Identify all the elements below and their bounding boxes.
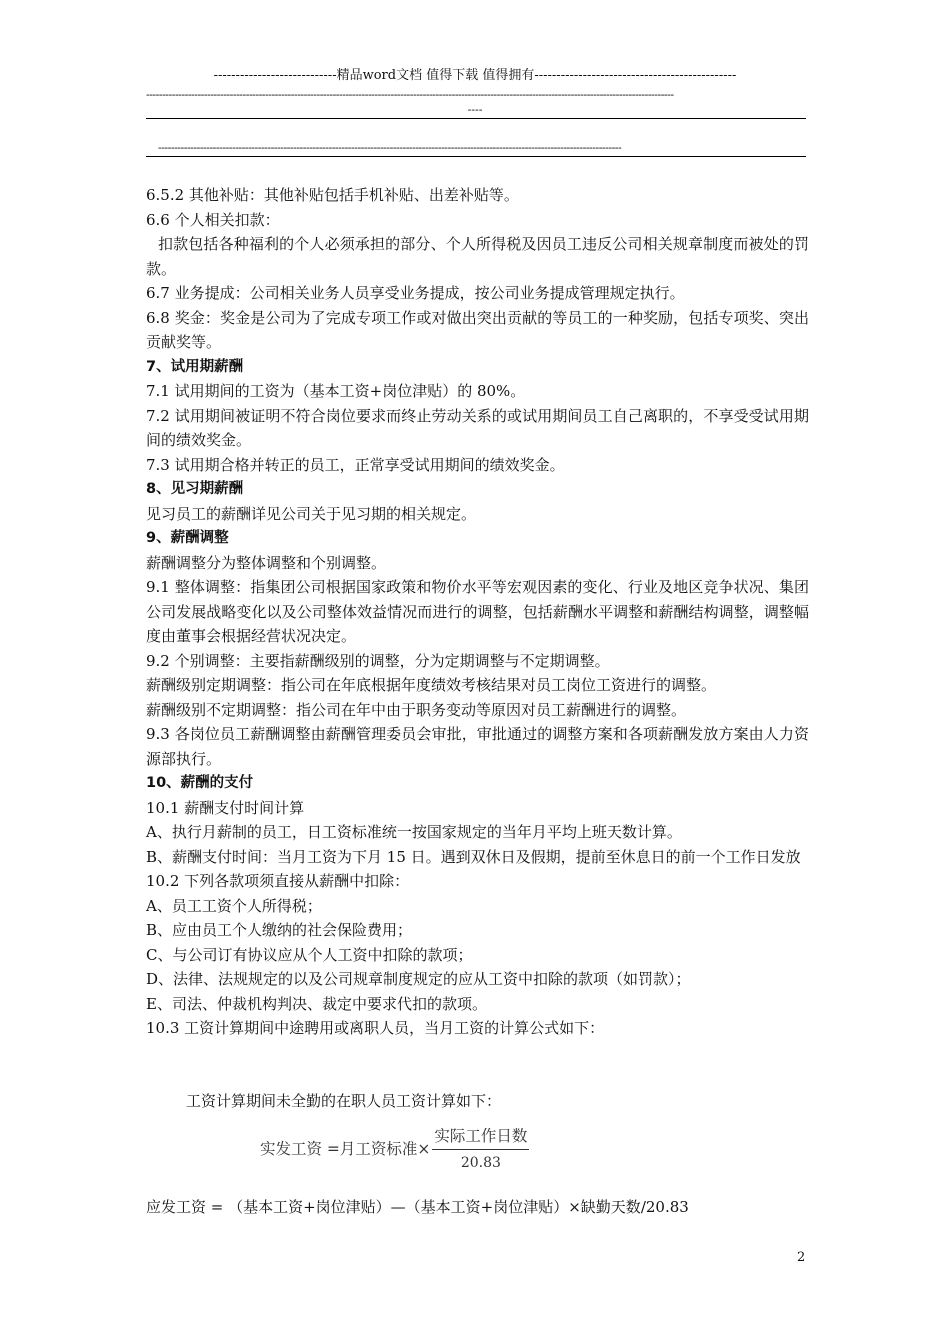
page-number: 2 xyxy=(797,1250,806,1265)
paragraph: 9.3 各岗位员工薪酬调整由薪酬管理委员会审批，审批通过的调整方案和各项薪酬发放方案由人力资源部执行。 xyxy=(146,725,809,768)
section-heading: 9、薪酬调整 xyxy=(146,530,229,546)
paragraph: 薪酬级别不定期调整：指公司在年中由于职务变动等原因对员工薪酬进行的调整。 xyxy=(146,700,687,719)
paragraph: 7.3 试用期合格并转正的员工，正常享受试用期间的绩效奖金。 xyxy=(146,455,565,474)
paragraph: 10.1 薪酬支付时间计算 xyxy=(146,798,305,817)
formula-numerator: 实际工作日数 xyxy=(432,1124,529,1150)
paragraph: D、法律、法规规定的以及公司规章制度规定的应从工资中扣除的款项（如罚款）； xyxy=(146,970,691,988)
header-rule-bottom xyxy=(146,156,806,157)
paragraph: B、薪酬支付时间：当月工资为下月 15 日。遇到双休日及假期，提前至休息日的前一个工作日发放 xyxy=(146,847,801,866)
paragraph: A、执行月薪制的员工，日工资标准统一按国家规定的当年月平均上班天数计算。 xyxy=(146,823,682,841)
paragraph: 6.5.2 其他补贴：其他补贴包括手机补贴、出差补贴等。 xyxy=(146,186,519,204)
section-heading: 10、薪酬的支付 xyxy=(146,775,254,791)
paragraph: 6.8 奖金：奖金是公司为了完成专项工作或对做出突出贡献的等员工的一种奖励，包括专项奖、突出贡献奖等。 xyxy=(146,308,809,351)
section-heading: 8、见习期薪酬 xyxy=(146,481,244,497)
section-heading: 7、试用期薪酬 xyxy=(146,358,244,375)
paragraph: 9.2 个别调整：主要指薪酬级别的调整，分为定期调整与不定期调整。 xyxy=(146,651,610,670)
salary-formula xyxy=(260,1124,529,1171)
header-title-line: ----------------------------精品word文档 值得下载 值得拥有---------------------------------------------- xyxy=(213,68,737,83)
paragraph: 10.3 工资计算期间中途聘用或离职人员，当月工资的计算公式如下： xyxy=(146,1019,605,1037)
header-rule-top xyxy=(146,118,806,119)
paragraph: 扣款包括各种福利的个人必须承担的部分、个人所得税及因员工违反公司相关规章制度而被处的罚款。 xyxy=(146,235,809,278)
paragraph: 10.2 下列各款项须直接从薪酬中扣除： xyxy=(146,872,410,890)
header-dash-line-2: ------------------------------------------------------------------------------------------------------------------------------------------------ xyxy=(158,141,622,154)
document-body xyxy=(146,183,809,1041)
header-dash-line-tail: ---- xyxy=(467,103,483,116)
formula-lhs: 实发工资 =月工资标准× xyxy=(260,1139,431,1158)
header-dash-line: -------------------------------------------------------------------------------------------------------------------------------------------------------------------- xyxy=(146,88,674,101)
formula-denominator: 20.83 xyxy=(460,1155,501,1171)
paragraph: C、与公司订有协议应从个人工资中扣除的款项； xyxy=(146,945,473,964)
paragraph: 9.1 整体调整：指集团公司根据国家政策和物价水平等宏观因素的变化、行业及地区竞争状况、集团公司发展战略变化以及公司整体效益情况而进行的调整，包括薪酬水平调整和薪酬结构调整，调整幅度由董事会根据经营状况决定。 xyxy=(146,578,809,645)
paragraph: 见习员工的薪酬详见公司关于见习期的相关规定。 xyxy=(146,504,477,523)
paragraph: 7.2 试用期间被证明不符合岗位要求而终止劳动关系的或试用期间员工自己离职的，不享受受试用期间的绩效奖金。 xyxy=(146,406,809,449)
paragraph: 薪酬调整分为整体调整和个别调整。 xyxy=(146,553,387,572)
paragraph: 7.1 试用期间的工资为（基本工资+岗位津贴）的 80%。 xyxy=(146,382,526,400)
final-formula: 应发工资 = （基本工资+岗位津贴）—（基本工资+岗位津贴）×缺勤天数/20.83 xyxy=(146,1198,689,1216)
paragraph: E、司法、仲裁机构判决、裁定中要求代扣的款项。 xyxy=(146,994,487,1013)
formula-intro: 工资计算期间未全勤的在职人员工资计算如下： xyxy=(186,1092,502,1110)
paragraph: A、员工工资个人所得税； xyxy=(146,896,322,915)
paragraph: B、应由员工个人缴纳的社会保险费用； xyxy=(146,921,413,939)
paragraph: 6.6 个人相关扣款： xyxy=(146,210,280,229)
formula-fraction xyxy=(432,1124,529,1171)
paragraph: 6.7 业务提成：公司相关业务人员享受业务提成，按公司业务提成管理规定执行。 xyxy=(146,284,685,302)
paragraph: 薪酬级别定期调整：指公司在年底根据年度绩效考核结果对员工岗位工资进行的调整。 xyxy=(146,676,717,694)
